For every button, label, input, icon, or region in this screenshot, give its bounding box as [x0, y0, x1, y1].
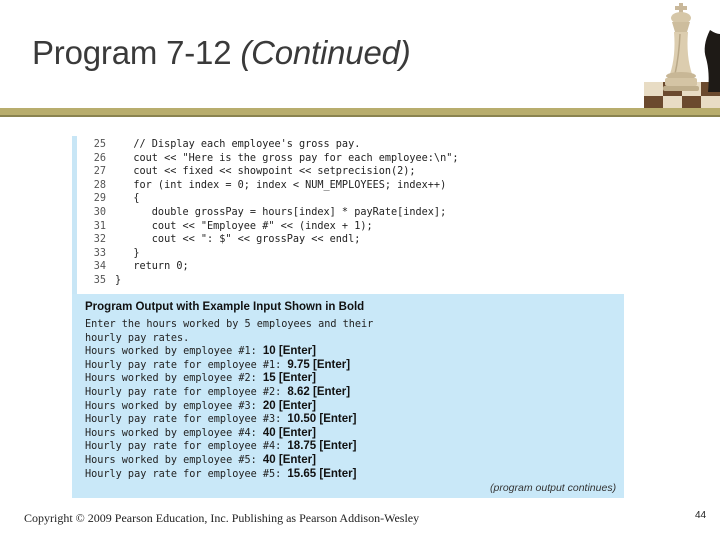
- output-footer: (program output continues): [490, 482, 617, 494]
- output-user-input: 15 [Enter]: [262, 372, 316, 385]
- header-rule-shadow: [0, 115, 720, 117]
- code-line: [84, 233, 360, 247]
- slide-title-continued: (Continued): [240, 34, 411, 71]
- line-number: 25: [93, 139, 106, 150]
- output-prompt: Hours worked by employee #1:: [85, 346, 263, 358]
- output-user-input: 10.50 [Enter]: [287, 413, 357, 426]
- line-number: 34: [93, 261, 106, 273]
- output-line: [85, 440, 356, 454]
- output-prompt: Hours worked by employee #4:: [85, 427, 263, 439]
- output-prompt: Hourly pay rate for employee #4:: [85, 441, 288, 453]
- code-line: [84, 206, 446, 220]
- code-line: [84, 260, 189, 274]
- code-text: }: [115, 247, 140, 259]
- output-prompt: Enter the hours worked by 5 employees and their: [85, 319, 374, 330]
- code-line: [84, 220, 373, 234]
- code-text: }: [115, 275, 122, 286]
- line-number: 31: [93, 220, 106, 232]
- page-number: 44: [695, 510, 707, 521]
- output-line: [85, 345, 316, 359]
- chess-king-icon: [644, 0, 720, 110]
- code-panel-bar: [72, 136, 77, 296]
- line-number: 27: [93, 166, 106, 178]
- code-text: // Display each employee's gross pay.: [115, 139, 361, 150]
- output-prompt: Hours worked by employee #5:: [85, 455, 263, 466]
- code-text: cout << "Employee #" << (index + 1);: [115, 220, 373, 232]
- code-line: [84, 274, 121, 288]
- line-number: 32: [93, 234, 106, 246]
- output-line: [85, 386, 350, 400]
- code-text: {: [115, 193, 140, 205]
- output-line: [85, 427, 316, 441]
- output-user-input: 40 [Enter]: [262, 426, 316, 439]
- code-text: return 0;: [115, 261, 189, 273]
- output-prompt: Hourly pay rate for employee #1:: [85, 359, 288, 371]
- copyright-notice: Copyright © 2009 Pearson Education, Inc. Publishing as Pearson Addison-Wesley: [24, 511, 420, 525]
- line-number: 35: [93, 275, 106, 286]
- output-user-input: 15.65 [Enter]: [287, 467, 357, 480]
- code-line: [84, 247, 140, 261]
- line-number: 29: [93, 193, 106, 205]
- line-number: 28: [93, 179, 106, 191]
- code-text: cout << fixed << showpoint << setprecision(2);: [115, 166, 416, 178]
- code-line: [84, 138, 360, 152]
- output-prompt: Hourly pay rate for employee #3:: [85, 414, 288, 426]
- output-user-input: 9.75 [Enter]: [287, 358, 351, 371]
- output-user-input: 18.75 [Enter]: [287, 440, 357, 453]
- line-number: 26: [93, 152, 106, 164]
- line-number: 30: [93, 207, 106, 218]
- code-line: [84, 179, 446, 193]
- output-user-input: 10 [Enter]: [262, 345, 316, 358]
- code-text: for (int index = 0; index < NUM_EMPLOYEES; index++): [115, 179, 447, 191]
- output-line: [85, 413, 356, 427]
- output-line: [85, 400, 316, 414]
- slide-title-main: Program 7-12: [32, 34, 232, 71]
- output-prompt: hourly pay rates.: [85, 332, 190, 344]
- output-prompt: Hourly pay rate for employee #5:: [85, 468, 288, 480]
- output-prompt: Hours worked by employee #2:: [85, 373, 263, 385]
- output-line: [85, 359, 350, 373]
- code-line: [84, 165, 416, 179]
- output-user-input: 20 [Enter]: [262, 399, 316, 412]
- code-text: double grossPay = hours[index] * payRate[index];: [115, 207, 447, 218]
- output-prompt: Hourly pay rate for employee #2:: [85, 387, 288, 398]
- output-line: [85, 468, 356, 482]
- output-line: [85, 454, 316, 468]
- code-text: cout << "Here is the gross pay for each employee:\n";: [115, 152, 459, 164]
- output-line: [85, 318, 373, 332]
- slide-title: [32, 34, 411, 72]
- code-text: cout << ": $" << grossPay << endl;: [115, 234, 361, 246]
- header-rule: [0, 108, 720, 115]
- line-number: 33: [93, 247, 106, 259]
- output-user-input: 40 [Enter]: [262, 454, 316, 466]
- output-heading: Program Output with Example Input Shown in Bold: [85, 301, 365, 313]
- output-user-input: 8.62 [Enter]: [287, 386, 351, 398]
- output-prompt: Hours worked by employee #3:: [85, 400, 263, 412]
- code-line: [84, 192, 140, 206]
- code-line: [84, 152, 458, 166]
- output-line: [85, 332, 189, 346]
- output-line: [85, 372, 316, 386]
